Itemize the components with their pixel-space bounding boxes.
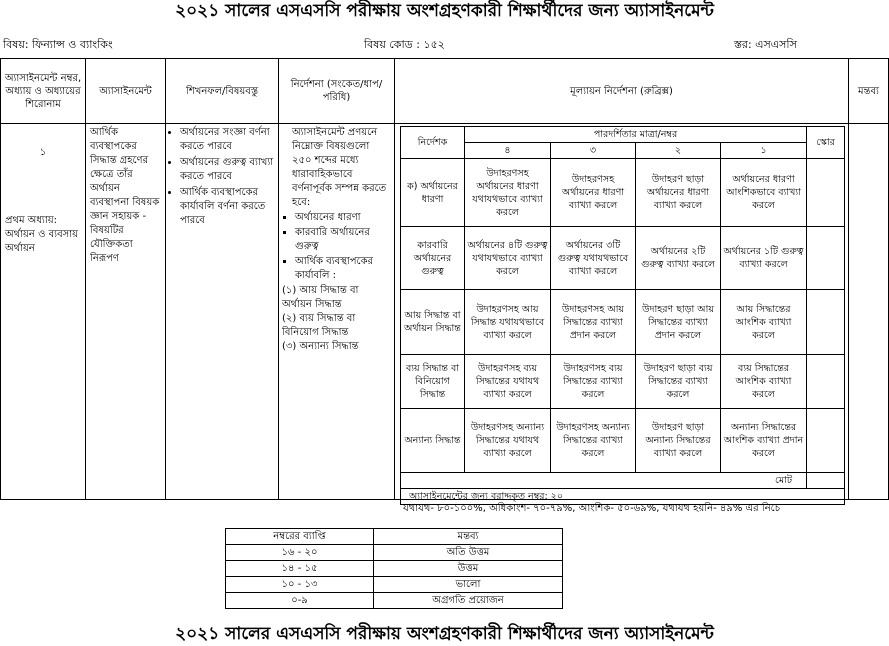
remarks-cell	[848, 123, 889, 500]
rubric-score	[807, 290, 845, 355]
outcome-item: • অর্থায়নের গুরুত্ব ব্যাখ্যা করতে পারবে	[180, 156, 276, 184]
outcome-item: • আর্থিক ব্যবস্থাপকের কার্যাবলি বর্ণনা করতে পারবে	[180, 186, 276, 228]
rubric-cell-3: উদাহরণসহ ব্যয় সিদ্ধান্তের ব্যাখ্যা করলে	[551, 355, 636, 409]
grade-row	[226, 561, 563, 577]
rubric-cell-1: অন্যান্য সিদ্ধান্তের আংশিক ব্যাখ্যা প্রদান করলে	[721, 409, 807, 473]
rubric-indicator: ক) অর্থায়নের ধারণা	[401, 159, 465, 227]
rubric-cell-1: ব্যয় সিদ্ধান্তের আংশিক ব্যাখ্যা করলে	[721, 355, 807, 409]
direction-item: ▪ আর্থিক ব্যবস্থাপকের কার্যাবলি :	[295, 255, 391, 283]
header-assignment: অ্যাসাইনমেন্ট	[85, 58, 166, 124]
header-directions: নির্দেশনা (সংকেত/ধাপ/পরিধি)	[278, 58, 395, 124]
header-assignment-no: অ্যাসাইনমেন্ট নম্বর, অধ্যায় ও অধ্যায়ের শিরোনাম	[0, 58, 86, 124]
grading-note: যথাযথ- ৮০-১০০%, অধিকাংশ- ৭০-৭৯%, আংশিক- ৫০-৬৯%, যথাযথ হয়নি- ৪৯% এর নিচে	[403, 503, 781, 514]
rubric-table	[400, 126, 845, 505]
header-remarks: মন্তব্য	[848, 58, 889, 124]
rubric-cell-2: উদাহরণ ছাড়া আয় সিদ্ধান্তের ব্যাখ্যা প্রদান করলে	[636, 290, 721, 355]
direction-sub-item: (২) ব্যয় সিদ্ধান্ত বা বিনিয়োগ সিদ্ধান্ত	[282, 313, 356, 338]
rubric-row	[401, 409, 845, 473]
header-rubric: মূল্যায়ন নির্দেশনা (রুব্রিক্স)	[394, 58, 849, 124]
grade-range-table	[225, 528, 563, 609]
grade-row	[226, 545, 563, 561]
grade-row	[226, 593, 563, 609]
grade-remark: অগ্রগতি প্রয়োজন	[374, 593, 563, 609]
rubric-indicator: কারবারি অর্থায়নের গুরুত্ব	[401, 227, 465, 290]
rubric-cell-3: উদাহরণসহ আয় সিদ্ধান্তের ব্যাখ্যা প্রদান করলে	[551, 290, 636, 355]
rubric-cell-4: উদাহরণসহ অর্থায়নের ধারণা যথাযথভাবে ব্যাখ্যা করলে	[465, 159, 551, 227]
rubric-score	[807, 355, 845, 409]
direction-item: ▪ অর্থায়নের ধারণা	[295, 211, 391, 225]
grade-range: ০-৯	[226, 593, 374, 609]
rubric-row	[401, 159, 845, 227]
level-4: ৪	[465, 143, 551, 159]
score-header: স্কোর	[807, 127, 845, 159]
indicator-header: নির্দেশক	[401, 127, 465, 159]
rubric-indicator: ব্যয় সিদ্ধান্ত বা বিনিয়োগ সিদ্ধান্ত	[401, 355, 465, 409]
rubric-row	[401, 227, 845, 290]
rubric-cell-1: অর্থায়নের ধারণা আংশিকভাবে ব্যাখ্যা করলে	[721, 159, 807, 227]
assignment-cell	[85, 123, 166, 500]
level-3: ৩	[551, 143, 636, 159]
direction-sub-item: (১) আয় সিদ্ধান্ত বা অর্থায়ন সিদ্ধান্ত	[282, 285, 359, 310]
grade-range: ১৪ - ১৫	[226, 561, 374, 577]
level-1: ১	[721, 143, 807, 159]
grade-row	[226, 577, 563, 593]
grade-range: ১৬ - ২০	[226, 545, 374, 561]
rubric-cell-2: উদাহরণ ছাড়া অর্থায়নের ধারণা ব্যাখ্যা করলে	[636, 159, 721, 227]
outcome-item: • অর্থায়নের সংজ্ঞা বর্ণনা করতে পারবে	[180, 126, 276, 154]
rubric-cell-2: উদাহরণ ছাড়া অন্যান্য সিদ্ধান্তের ব্যাখ্যা করলে	[636, 409, 721, 473]
rubric-score	[807, 227, 845, 290]
grade-header-range: নম্বরের ব্যাপ্তি	[226, 529, 374, 545]
rubric-row	[401, 355, 845, 409]
rubric-row	[401, 290, 845, 355]
direction-item: ▪ কারবারি অর্থায়নের গুরুত্ব	[295, 226, 391, 254]
assignment-text: আর্থিক ব্যবস্থাপকের সিদ্ধান্ত গ্রহণের ক্ষেত্রে তাঁর অর্থায়ন ব্যবস্থাপনা বিষয়ক জ্ঞান সহায়ক - বিষয়টির যৌক্তিকতা নিরূপণ	[90, 127, 160, 264]
rubric-cell-1: অর্থায়নের ১টি গুরুত্ব ব্যাখ্যা করলে	[721, 227, 807, 290]
rubric-cell-1: আয় সিদ্ধান্তের আংশিক ব্যাখ্যা করলে	[721, 290, 807, 355]
direction-sub-item: (৩) অন্যান্য সিদ্ধান্ত	[282, 341, 359, 352]
assignment-number: ১	[39, 147, 47, 158]
directions-intro: অ্যাসাইনমেন্ট প্রণয়নে নিম্নোক্ত বিষয়গুলো ২৫০ শব্দের মধ্যে ধারাবাহিকভাবে বর্ণনাপূর্বক সম্পন্ন করতে হবে:	[292, 127, 387, 208]
page-title: ২০২১ সালের এসএসসি পরীক্ষায় অংশগ্রহণকারী শিক্ষার্থীদের জন্য অ্যাসাইনমেন্ট	[175, 1, 714, 21]
rubric-indicator: অন্যান্য সিদ্ধান্ত	[401, 409, 465, 473]
level-label: স্তর: এসএসসি	[734, 38, 797, 51]
outcomes-list	[168, 126, 276, 228]
rubric-cell-3: উদাহরণসহ অন্যান্য সিদ্ধান্তের ব্যাখ্যা করলে	[551, 409, 636, 473]
rubric-cell-4: উদাহরণসহ অন্যান্য সিদ্ধান্তের যথাযথ ব্যাখ্যা করলে	[465, 409, 551, 473]
rubric-cell-4: উদাহরণসহ ব্যয় সিদ্ধান্তের যথাযথ ব্যাখ্যা করলে	[465, 355, 551, 409]
total-score	[807, 473, 845, 489]
outcomes-cell	[165, 123, 279, 500]
header-outcomes: শিখনফল/বিষয়বস্তু	[165, 58, 279, 124]
grade-remark: ভালো	[374, 577, 563, 593]
rubric-cell-3: অর্থায়নের ৩টি গুরুত্ব যথাযথভাবে ব্যাখ্যা করলে	[551, 227, 636, 290]
grade-range: ১০ - ১৩	[226, 577, 374, 593]
directions-list	[282, 211, 391, 283]
assignment-number-cell	[0, 123, 86, 500]
grade-remark: অতি উত্তম	[374, 545, 563, 561]
level-2: ২	[636, 143, 721, 159]
rubric-cell-2: অর্থায়নের ২টি গুরুত্ব ব্যাখ্যা করলে	[636, 227, 721, 290]
total-label: মোট	[401, 473, 807, 489]
rubric-score	[807, 159, 845, 227]
rubric-score	[807, 409, 845, 473]
grade-header-remark: মন্তব্য	[374, 529, 563, 545]
subject-code-label: বিষয় কোড : ১৫২	[364, 38, 445, 51]
grade-remark: উত্তম	[374, 561, 563, 577]
rubric-cell-4: অর্থায়নের ৪টি গুরুত্ব যথাযথভাবে ব্যাখ্যা করলে	[465, 227, 551, 290]
subject-label: বিষয়: ফিন্যান্স ও ব্যাংকিং	[3, 38, 113, 51]
allotted-marks: অ্যাসাইনমেন্টের জন্য বরাদ্দকৃত নম্বর: ২০	[401, 489, 845, 505]
rubric-indicator: আয় সিদ্ধান্ত বা অর্থায়ন সিদ্ধান্ত	[401, 290, 465, 355]
rubric-cell-3: উদাহরণসহ অর্থায়নের ধারণা ব্যাখ্যা করলে	[551, 159, 636, 227]
level-header: পারদর্শিতার মাত্রা/নম্বর	[465, 127, 807, 143]
rubric-cell-4: উদাহরণসহ আয় সিদ্ধান্ত যথাযথভাবে ব্যাখ্যা করলে	[465, 290, 551, 355]
directions-cell	[278, 123, 395, 500]
footer-title: ২০২১ সালের এসএসসি পরীক্ষায় অংশগ্রহণকারী শিক্ষার্থীদের জন্য অ্যাসাইনমেন্ট	[175, 624, 714, 644]
chapter-title: প্রথম অধ্যায়: অর্থায়ন ও ব্যবসায় অর্থায়ন	[5, 215, 79, 254]
rubric-cell-2: উদাহরণ ছাড়া ব্যয় সিদ্ধান্তের ব্যাখ্যা করলে	[636, 355, 721, 409]
